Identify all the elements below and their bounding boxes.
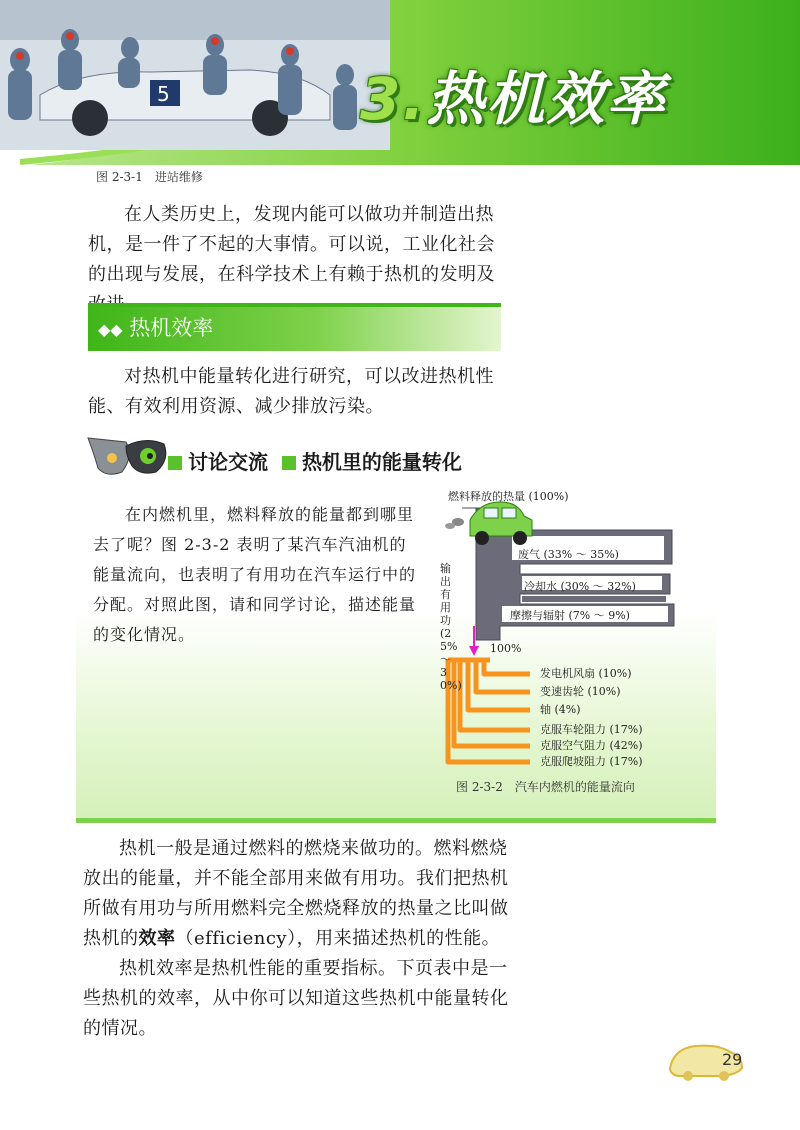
diamond-icon: ◆◆	[98, 320, 123, 339]
useful-total-label: 100%	[490, 642, 522, 655]
discussion-heading	[168, 446, 462, 475]
discussion-tag: 讨论交流	[188, 450, 268, 474]
loss-label-friction: 摩擦与辐射 (7% ～ 9%)	[510, 609, 630, 622]
loss-label-cooling: 冷却水 (30% ～ 32%)	[524, 580, 636, 593]
square-bullet-icon	[282, 456, 296, 470]
useful-label-slope: 克服爬坡阻力 (17%)	[540, 755, 643, 768]
chapter-number: 3.	[360, 65, 427, 133]
section-heading	[98, 312, 213, 342]
efficiency-paragraph-2: 热机效率是热机性能的重要指标。下页表中是一些热机的效率，从中你可以知道这些热机中能量转化的情况。	[83, 958, 509, 1039]
discussion-divider	[76, 818, 716, 823]
useful-label-shaft: 轴 (4%)	[540, 703, 581, 716]
useful-label-fan: 发电机风扇 (10%)	[540, 667, 632, 680]
efficiency-term: 效率	[138, 928, 176, 949]
chapter-title	[360, 52, 666, 136]
square-bullet-icon	[168, 456, 182, 470]
efficiency-paragraph: 热机一般是通过燃料的燃烧来做功的。燃料燃烧放出的能量，并不能全部用来做有用功。我们把热机所做有用功与所用燃料完全燃烧释放的热量之比叫做热机的效率（efficiency），用来描述热机的性能。	[83, 838, 509, 949]
useful-label-wheel: 克服车轮阻力 (17%)	[540, 723, 643, 736]
chapter-title-text: 热机效率	[426, 65, 667, 133]
useful-label-gear: 变速齿轮 (10%)	[540, 685, 621, 698]
diagram-top-label: 燃料释放的热量 (100%)	[448, 490, 569, 503]
figure-1-caption: 图 2-3-1 进站维修	[96, 170, 203, 184]
useful-label-air: 克服空气阻力 (42%)	[540, 739, 643, 752]
car-number: 5	[157, 82, 170, 106]
energy-flow-diagram	[420, 480, 720, 800]
discussion-title: 热机里的能量转化	[301, 450, 462, 474]
car-icon	[445, 502, 532, 545]
section-heading-text: 热机效率	[129, 316, 214, 340]
discussion-text: 在内燃机里，燃料释放的能量都到哪里去了呢？图 2-3-2 表明了某汽车汽油机的能量流向，也表明了有用功在汽车运行中的分配。对照此图，请和同学讨论，描述能量的变化情况。	[93, 505, 417, 644]
loss-label-exhaust: 废气 (33% ～ 35%)	[518, 548, 619, 561]
useful-work-side-label: 输出有用功 (25% ～ 30%)	[440, 562, 462, 692]
figure-2-caption: 图 2-3-2 汽车内燃机的能量流向	[456, 780, 635, 794]
section-paragraph: 对热机中能量转化进行研究，可以改进热机性能、有效利用资源、减少排放污染。	[88, 366, 494, 417]
page-number: 29	[722, 1050, 743, 1069]
discussion-mascot-icon	[86, 432, 172, 482]
useful-flow-shape	[448, 660, 530, 762]
pit-stop-photo	[0, 0, 390, 150]
intro-paragraph: 在人类历史上，发现内能可以做功并制造出热机，是一件了不起的大事情。可以说，工业化社会的出现与发展，在科学技术上有赖于热机的发明及	[88, 204, 495, 285]
